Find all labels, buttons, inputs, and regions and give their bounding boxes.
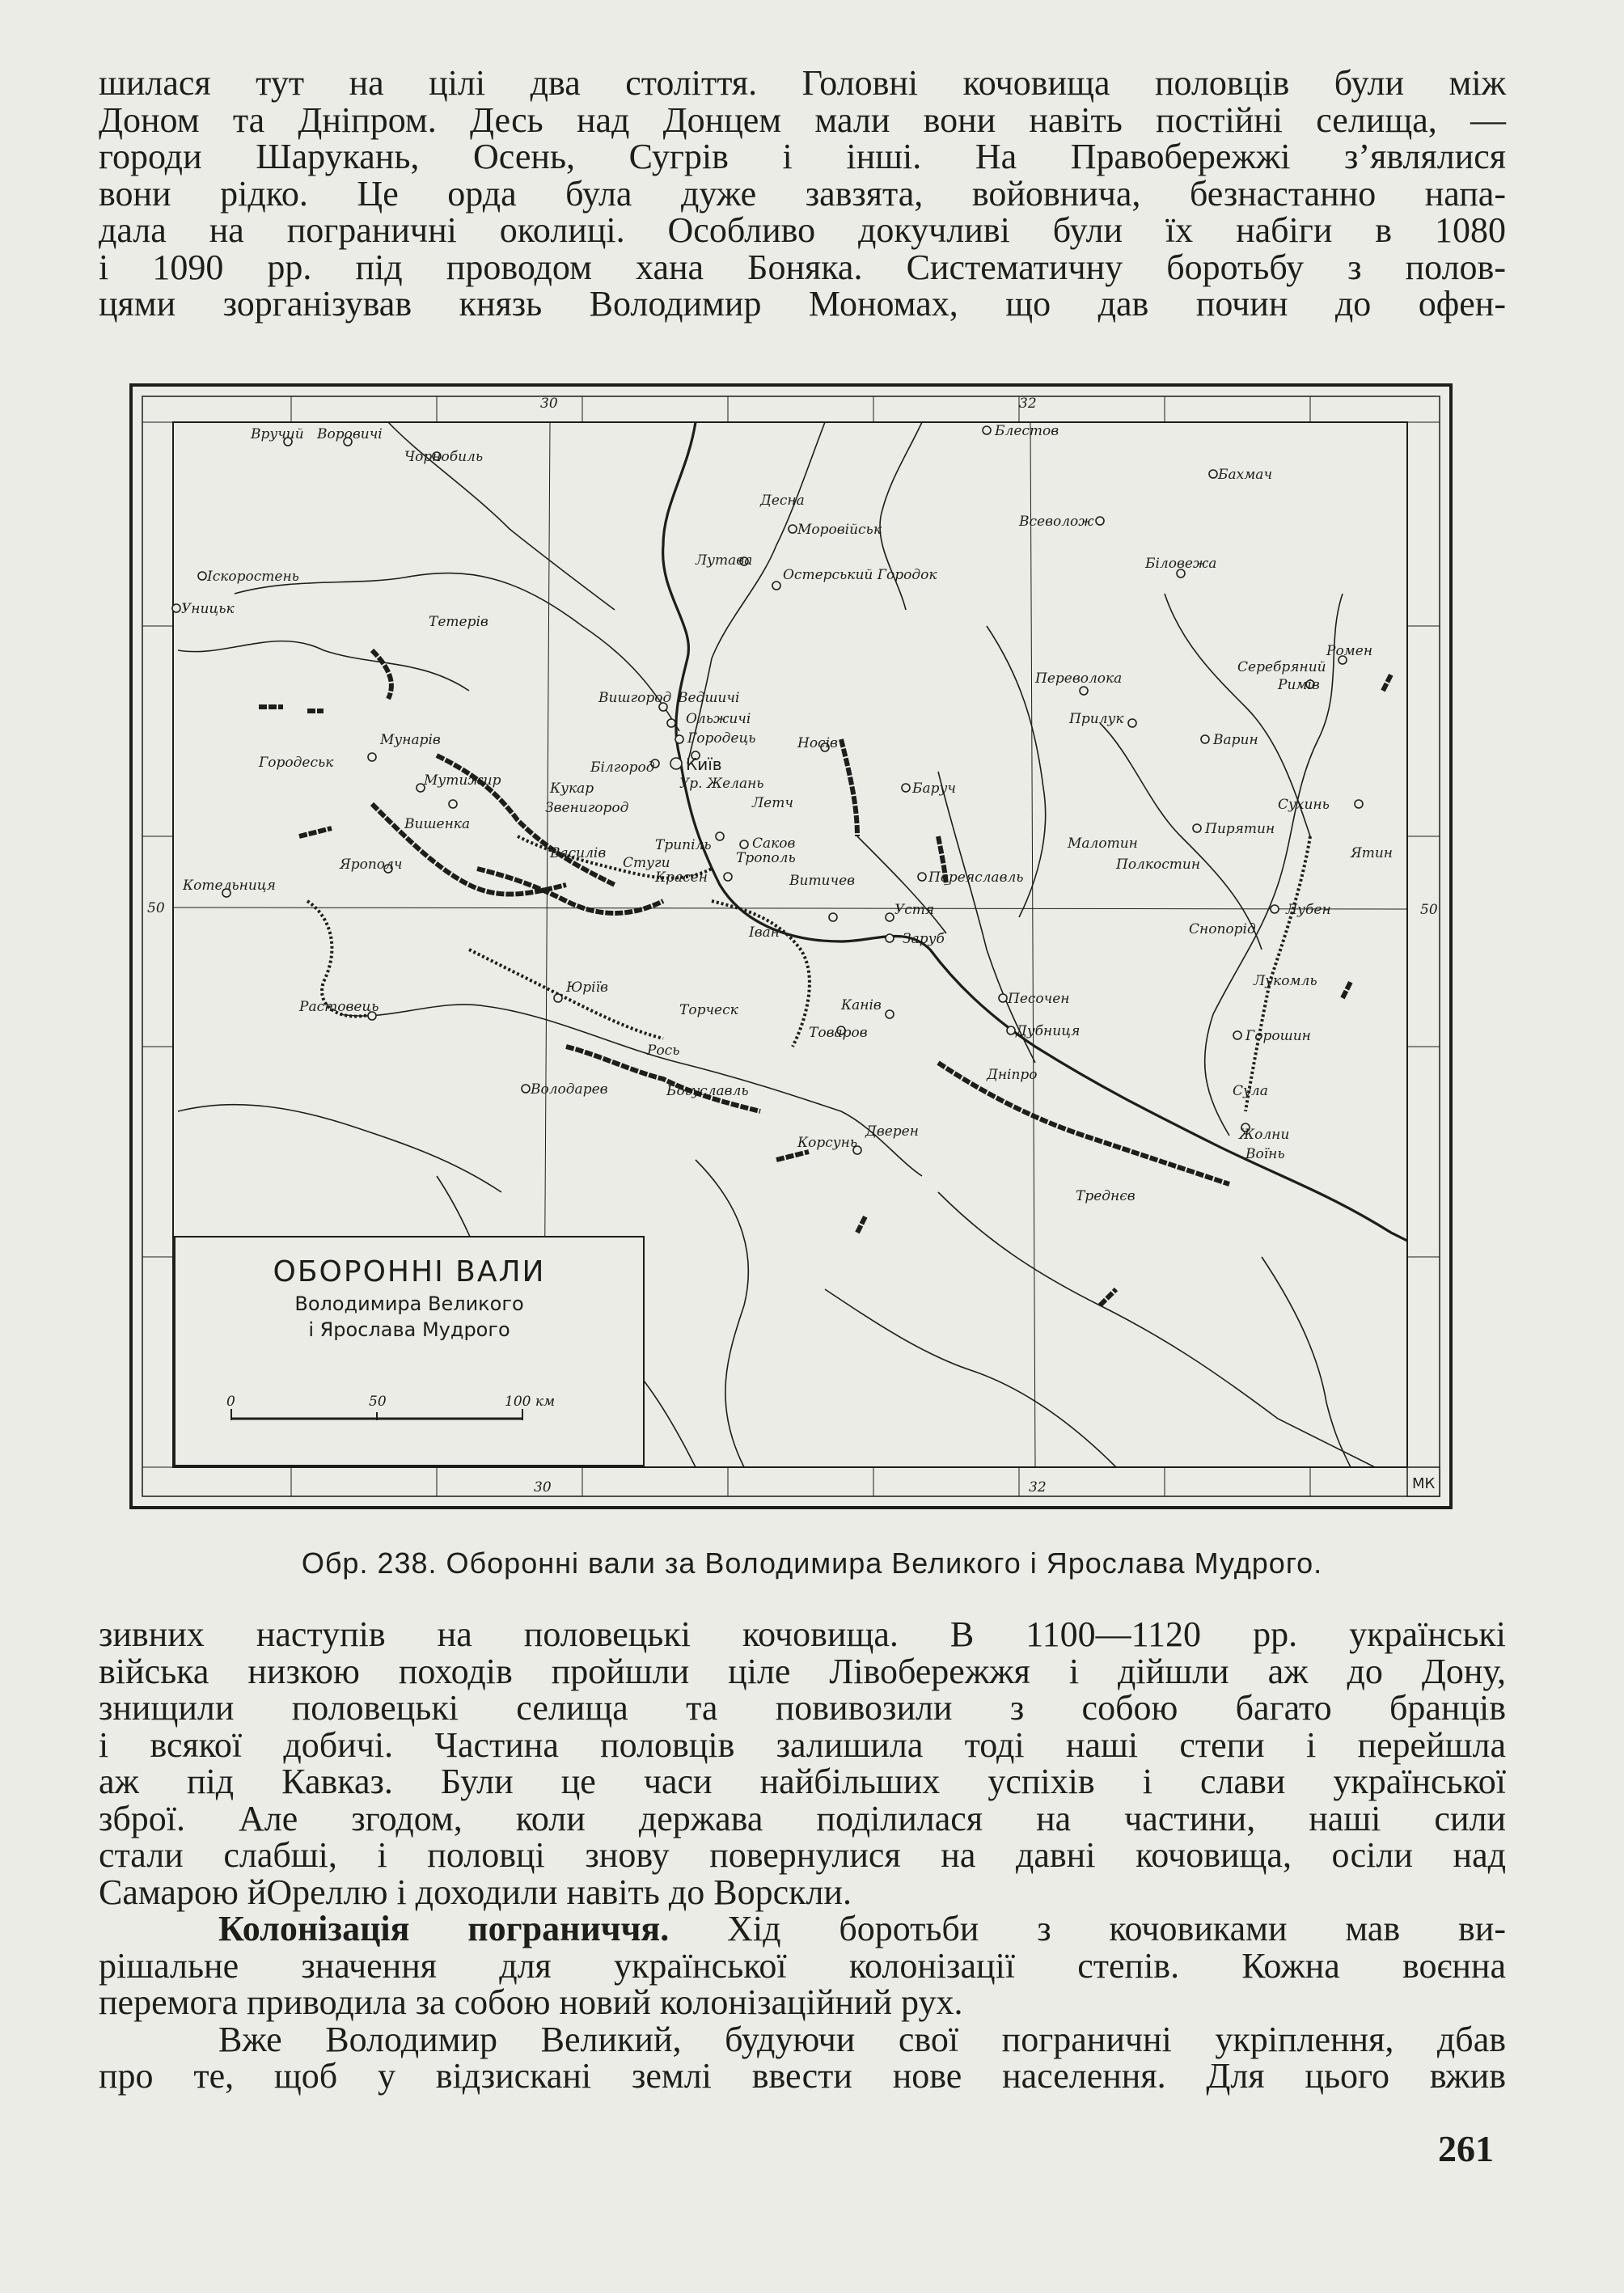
town-label: Треднєв — [1076, 1188, 1136, 1204]
town-label: Городець — [687, 730, 756, 747]
town-label: Дубниця — [1016, 1023, 1081, 1039]
town-label: Котельниця — [183, 878, 276, 894]
town-label: Всеволож — [1019, 514, 1094, 530]
paragraph-top — [99, 65, 1506, 323]
town-label: Ведшичі — [678, 690, 740, 706]
town-label: Рось — [647, 1043, 680, 1059]
town-label: Летч — [752, 795, 793, 811]
town-label: Уницьк — [181, 601, 235, 617]
scale-label-50: 50 — [369, 1394, 387, 1410]
text-line: рішальне значення для української колонізації степів. Кожна воєнна — [99, 1945, 1506, 1986]
text-line: стали слабші, і половці знову повернулися на давні кочовища, осіли над — [99, 1835, 1506, 1875]
town-label: Стуги — [623, 855, 670, 871]
map-svg — [129, 383, 1453, 1509]
town-label: Малотин — [1068, 836, 1138, 852]
text-line: Хід боротьби з кочовиками мав ви- — [669, 1909, 1506, 1948]
scale-label-0: 0 — [226, 1394, 235, 1410]
text-line: перемога приводила за собою новий колонізаційний рух. — [99, 1982, 963, 2022]
text-line: війська низкою походів пройшли ціле Лівобережжя і дійшли аж до Дону, — [99, 1651, 1506, 1691]
text-line: знищили половецькі селища та повивозили з собою багато бранців — [99, 1688, 1506, 1728]
town-label: Воровичі — [317, 426, 383, 442]
text-line: і всякої добичі. Частина половців залишила тоді наші степи і перейшла — [99, 1724, 1506, 1765]
town-label: Блестов — [995, 423, 1059, 439]
town-label: Торческ — [679, 1002, 738, 1018]
town-label: Канів — [841, 997, 882, 1013]
figure-caption: Обр. 238. Оборонні вали за Володимира Великого і Ярослава Мудрого. — [301, 1546, 1323, 1580]
grid-label-32-bottom: 32 — [1029, 1479, 1047, 1496]
town-label: Саков — [752, 836, 796, 852]
text-line: Самарою йОреллю і доходили навіть до Ворскли. — [99, 1872, 852, 1912]
town-label: Ярополч — [340, 857, 403, 873]
town-label: Вишенка — [404, 816, 471, 832]
town-label: Іскоростень — [207, 569, 299, 585]
town-label: Жолни — [1239, 1127, 1290, 1143]
town-label: Ольжичі — [686, 711, 751, 727]
town-label: Юріїв — [566, 979, 608, 996]
grid-label-50-left: 50 — [147, 900, 165, 916]
text-line: шилася тут на цілі два століття. Головні кочовища половців були між — [99, 63, 1506, 103]
map-signature: МК — [1412, 1475, 1436, 1492]
town-label: Моровійськ — [797, 522, 882, 538]
grid-label-50-right: 50 — [1420, 902, 1438, 918]
text-line: про те, щоб у відзискані землі ввести нове населення. Для цього вжив — [99, 2056, 1506, 2096]
page-number: 261 — [1438, 2128, 1494, 2169]
town-label: Городеськ — [259, 755, 334, 771]
section-first-line — [99, 1910, 1506, 1948]
town-label: Кукар — [550, 781, 594, 797]
town-label: Вишгород — [598, 690, 672, 706]
text-line: і 1090 рр. під проводом хана Боняка. Систематичну боротьбу з полов- — [99, 247, 1506, 287]
town-label: Чорнобиль — [404, 449, 484, 465]
meridian-32 — [1030, 422, 1035, 1467]
legend-subtitle-1: Володимира Великого — [294, 1292, 524, 1315]
town-label: Горошин — [1245, 1028, 1311, 1044]
town-label: Мунарів — [380, 732, 441, 748]
town-markers — [172, 426, 1363, 1154]
paragraph-bottom — [99, 1616, 1506, 2095]
town-label: Растовець — [299, 999, 379, 1015]
town-label: Ур. Желань — [679, 776, 764, 792]
section-heading: Колонізація пограниччя. — [218, 1909, 670, 1948]
town-label: Мутижир — [424, 772, 501, 789]
town-label: Бахмач — [1218, 467, 1273, 483]
town-label: Витичев — [789, 873, 856, 889]
town-label: Переволока — [1035, 671, 1123, 687]
map-legend — [175, 1237, 644, 1466]
town-label: Песочен — [1008, 991, 1070, 1007]
text-line: дала на пограничні околиці. Особливо докучливі були їх набіги в 1080 — [99, 210, 1506, 250]
town-label: Вручий — [251, 426, 304, 442]
text-line: вони рідко. Це орда була дуже завзята, войовнича, безнастанно напа- — [99, 173, 1506, 214]
town-label: Носів — [797, 735, 838, 751]
town-label: Баруч — [912, 781, 956, 797]
town-label: Сухинь — [1278, 797, 1330, 813]
parallel-50 — [173, 907, 1407, 909]
town-label: Трипіль — [655, 837, 712, 853]
town-label: Володарев — [531, 1081, 608, 1098]
town-label: Лукомль — [1254, 973, 1317, 989]
town-labels — [181, 423, 1393, 1204]
town-label: Біловежа — [1145, 556, 1217, 572]
town-label: Корсунь — [797, 1135, 858, 1151]
town-label: Ятин — [1351, 845, 1393, 861]
town-label: Товаров — [809, 1025, 868, 1041]
town-label: Василів — [550, 845, 607, 861]
grid-label-32-top: 32 — [1019, 396, 1037, 412]
river-label: Десна — [760, 493, 805, 509]
text-line: аж під Кавказ. Були це часи найбільших успіхів і слави української — [99, 1762, 1506, 1801]
town-label: Трополь — [736, 850, 796, 866]
town-label: Полкостин — [1116, 857, 1201, 873]
text-line: городи Шарукань, Осень, Сугрів і інші. На Правобережжі з’являлися — [99, 137, 1506, 176]
town-label: Остерський Городок — [783, 567, 937, 583]
legend-title: ОБОРОННІ ВАЛИ — [273, 1255, 546, 1288]
town-label: Прилук — [1069, 711, 1124, 727]
town-label: Лутава — [696, 552, 753, 569]
town-label: Дверен — [865, 1123, 919, 1140]
legend-subtitle-2: і Ярослава Мудрого — [308, 1318, 510, 1341]
town-label: Устя — [894, 902, 935, 918]
text-line: Доном та Дніпром. Десь над Донцем мали вони навіть постійні селища, — — [99, 99, 1506, 140]
text-line: цями зорганізував князь Володимир Мономах, що дав почин до офен- — [99, 284, 1506, 324]
grid-label-30-top: 30 — [540, 396, 558, 412]
river-label: Сула — [1233, 1083, 1268, 1099]
town-label: Пирятин — [1205, 821, 1275, 837]
town-label: Переяславль — [928, 869, 1024, 886]
map-figure — [129, 383, 1453, 1509]
town-label: Тетерів — [429, 614, 488, 630]
town-label: Звенигород — [545, 800, 629, 816]
town-label: Заруб — [903, 931, 945, 947]
town-label: Снопорід — [1189, 921, 1256, 937]
town-label: Ромен — [1326, 643, 1373, 659]
river-label-dnipro: Дніпро — [987, 1067, 1038, 1083]
text-line: зброї. Але згодом, коли держава поділилася на частини, наші сили — [99, 1798, 1506, 1838]
town-label: Серебряний — [1237, 659, 1326, 675]
town-label: Варин — [1213, 732, 1258, 748]
town-label: Красен — [655, 869, 708, 886]
town-label: Білгород — [590, 759, 655, 776]
town-label: Воїнь — [1245, 1146, 1285, 1162]
town-label-kyiv: Київ — [686, 755, 722, 774]
town-label: Римів — [1278, 677, 1320, 693]
town-label: Богуславль — [666, 1083, 749, 1099]
grid-label-30-bottom: 30 — [534, 1479, 552, 1496]
town-label: Лубен — [1286, 902, 1331, 918]
text-line: зивних наступів на половецькі кочовища. В 1100—1120 рр. українські — [99, 1614, 1506, 1654]
town-label: Іван — [749, 924, 780, 941]
text-line: Вже Володимир Великий, будуючи свої пограничні укріплення, дбав — [218, 2019, 1506, 2059]
scale-label-100: 100 км — [505, 1394, 556, 1410]
